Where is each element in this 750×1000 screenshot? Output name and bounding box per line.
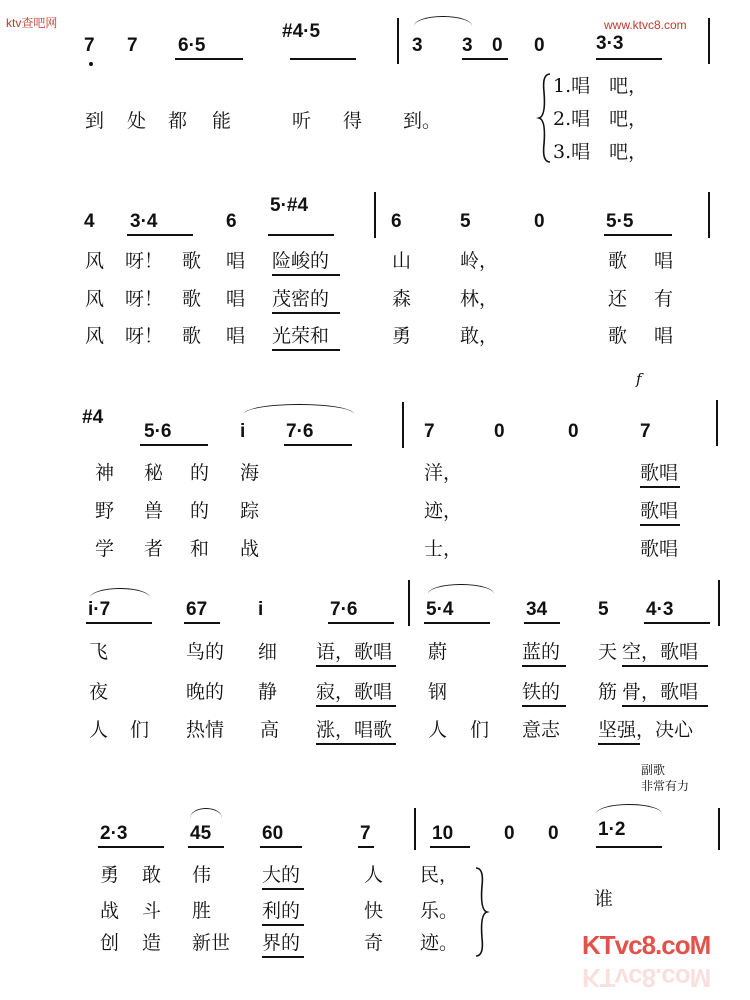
beam (290, 58, 356, 60)
lyric: 风 (85, 288, 105, 310)
note: 4·3 (646, 599, 674, 620)
beam (462, 58, 508, 60)
lyric: 呀！ (125, 288, 164, 310)
lyric: 光荣和 (272, 325, 330, 347)
note: 6 (391, 211, 402, 232)
lyric: 歌 (608, 250, 628, 272)
note: 0 (504, 823, 515, 844)
lyric: 听 (292, 110, 312, 132)
tie (428, 584, 494, 594)
slur-underline (598, 743, 640, 745)
beam (268, 234, 334, 236)
beam (86, 622, 152, 624)
lyric: 晚的 (186, 681, 225, 703)
beam (596, 58, 662, 60)
lyric: 热情 (186, 719, 225, 741)
slur-underline (640, 524, 680, 526)
lyric: 能 (212, 110, 232, 132)
lyric: 人 (428, 719, 448, 741)
lyric: 和 (190, 538, 210, 560)
note: 6·5 (178, 35, 206, 56)
note: 1·2 (598, 819, 626, 840)
lyric: 学 (95, 538, 115, 560)
slur-underline (262, 924, 304, 926)
lyric: 铁的 (522, 681, 561, 703)
lyric: 都 (168, 110, 188, 132)
lyric: 敢， (460, 325, 499, 347)
lyric: 蓝的 (522, 641, 561, 663)
note: 5·5 (606, 211, 634, 232)
slur-underline (622, 705, 708, 707)
beam (328, 622, 394, 624)
lyric: 人 (89, 719, 109, 741)
lyric: 迹， (424, 500, 463, 522)
beam (430, 846, 470, 848)
lyric: 士， (424, 538, 463, 560)
lyric: 歌 (608, 325, 628, 347)
lyric: 到 (85, 110, 105, 132)
lyric: 得 (343, 110, 363, 132)
tie (596, 804, 662, 814)
lyric: 歌 (182, 288, 202, 310)
annotation: 副歌 (641, 763, 666, 777)
note: 5 (460, 211, 471, 232)
annotation: 非常有力 (641, 779, 690, 793)
lyric: 的 (190, 500, 210, 522)
lyric: 静 (258, 681, 278, 703)
note: 7 (84, 35, 95, 56)
lyric: 寂，歌唱 (316, 681, 393, 703)
note: #4·5 (282, 21, 321, 42)
note: 0 (534, 35, 545, 56)
lyric: 歌 (182, 325, 202, 347)
barline (708, 192, 710, 238)
lyric: 歌 (182, 250, 202, 272)
lyric: 洋， (424, 462, 463, 484)
lyric: 勇 (100, 864, 120, 886)
lyric: 风 (85, 250, 105, 272)
lyric: 斗 (142, 900, 162, 922)
barline (374, 192, 376, 238)
beam (596, 846, 662, 848)
note: 3·4 (130, 211, 158, 232)
note: 5·6 (144, 421, 172, 442)
note: 0 (548, 823, 559, 844)
tie (414, 16, 472, 26)
lyric: 林， (460, 288, 499, 310)
slur-underline (316, 743, 396, 745)
lyric: 处 (127, 110, 147, 132)
lyric: 飞 (89, 641, 109, 663)
note: 5 (598, 599, 609, 620)
note: 7 (127, 35, 138, 56)
slur-underline (272, 274, 340, 276)
note: 67 (186, 599, 208, 620)
note: 6 (226, 211, 237, 232)
lyric: 歌唱 (640, 462, 679, 484)
brace-lyric: 2.唱 吧， (553, 108, 648, 130)
note: i (240, 421, 246, 442)
lyric: 森 (392, 288, 412, 310)
tie (90, 588, 150, 598)
barline (716, 400, 718, 446)
note: #4 (82, 407, 104, 428)
lyric: 乐。 (420, 900, 459, 922)
beam (260, 846, 302, 848)
slur-underline (640, 486, 680, 488)
note: i·7 (88, 599, 111, 620)
lyric: 茂密的 (272, 288, 330, 310)
note: 5·4 (426, 599, 454, 620)
beam (140, 444, 208, 446)
note: 4 (84, 211, 95, 232)
note: 34 (526, 599, 548, 620)
lyric: 们 (130, 719, 150, 741)
brace-lyric: 1.唱 吧， (553, 75, 648, 97)
lyric: 唱 (226, 325, 246, 347)
lyric: 有 (654, 288, 674, 310)
lyric: 兽 (144, 500, 164, 522)
watermark-top-left: ktv查吧网 (6, 16, 58, 30)
lyric: 勇 (392, 325, 412, 347)
lyric: 唱 (654, 250, 674, 272)
note: 3 (462, 35, 473, 56)
brace-lyric: 谁 (594, 888, 614, 910)
lyric: 歌唱 (640, 538, 679, 560)
lyric: 战 (100, 900, 120, 922)
lyric: 钢 (428, 681, 448, 703)
beam (184, 622, 220, 624)
note: i (258, 599, 264, 620)
lyric: 山 (392, 250, 412, 272)
beam (524, 622, 560, 624)
lyric: 呀！ (125, 325, 164, 347)
lyric: 唱 (226, 250, 246, 272)
lyric: 迹。 (420, 932, 459, 954)
tie (190, 808, 222, 818)
lyric: 坚强，决心 (598, 719, 694, 741)
lyric: 细 (258, 641, 278, 663)
lyric: 者 (144, 538, 164, 560)
lyric: 风 (85, 325, 105, 347)
beam (98, 846, 164, 848)
slur-underline (522, 705, 566, 707)
dynamic-mark: f (636, 370, 642, 388)
lyric: 野 (95, 500, 115, 522)
beam (127, 234, 193, 236)
slur-underline (622, 665, 708, 667)
lyric: 鸟的 (186, 641, 225, 663)
note: 45 (190, 823, 212, 844)
verse-brace (538, 72, 552, 164)
barline (402, 402, 404, 448)
lyric: 蔚 (428, 641, 448, 663)
lyric: 筋 (598, 681, 618, 703)
lyric: 伟 (192, 864, 212, 886)
lyric: 大的 (262, 864, 301, 886)
lyric: 空，歌唱 (622, 641, 699, 663)
beam (284, 444, 352, 446)
lyric: 夜 (89, 681, 109, 703)
note: 7 (424, 421, 435, 442)
lyric: 到。 (403, 110, 442, 132)
note: 7·6 (286, 421, 314, 442)
lyric: 民， (420, 864, 459, 886)
lyric: 造 (142, 932, 162, 954)
beam (175, 58, 243, 60)
note: 0 (568, 421, 579, 442)
beam (644, 622, 710, 624)
note: 7 (640, 421, 651, 442)
lyric: 奇 (364, 932, 384, 954)
slur-underline (316, 705, 396, 707)
watermark-top-right: www.ktvc8.com (604, 18, 687, 32)
lyric: 唱 (654, 325, 674, 347)
note: 10 (432, 823, 454, 844)
lyric: 意志 (522, 719, 561, 741)
lyric: 人 (364, 864, 384, 886)
barline (718, 808, 720, 850)
lyric: 骨，歌唱 (622, 681, 699, 703)
note: 5·#4 (270, 195, 309, 216)
barline (408, 580, 410, 626)
lyric: 歌唱 (640, 500, 679, 522)
note: 3·3 (596, 33, 624, 54)
slur-underline (316, 665, 396, 667)
lyric: 岭， (460, 250, 499, 272)
lyric: 天 (598, 641, 618, 663)
lyric: 还 (608, 288, 628, 310)
lyric: 海 (240, 462, 260, 484)
lyric: 创 (100, 932, 120, 954)
note: 0 (494, 421, 505, 442)
slur-underline (272, 349, 340, 351)
note: 3 (412, 35, 423, 56)
lyric: 呀！ (125, 250, 164, 272)
note: 60 (262, 823, 284, 844)
note: 0 (492, 35, 503, 56)
beam (188, 846, 224, 848)
lyric: 语，歌唱 (316, 641, 393, 663)
low-octave-dot (89, 62, 93, 66)
lyric: 快 (364, 900, 384, 922)
barline (397, 18, 399, 64)
lyric: 涨，唱歌 (316, 719, 393, 741)
beam (424, 622, 490, 624)
slur-underline (262, 888, 304, 890)
tie (244, 404, 354, 414)
lyric: 新世 (192, 932, 231, 954)
slur-underline (522, 665, 566, 667)
lyric: 的 (190, 462, 210, 484)
lyric: 高 (260, 719, 280, 741)
lyric: 踪 (240, 500, 260, 522)
slur-underline (262, 956, 304, 958)
note: 2·3 (100, 823, 128, 844)
slur-underline (272, 312, 340, 314)
barline (708, 18, 710, 64)
brace-lyric: 3.唱 吧， (553, 141, 648, 163)
lyric: 们 (470, 719, 490, 741)
lyric: 战 (240, 538, 260, 560)
barline (718, 580, 720, 626)
note: 0 (534, 211, 545, 232)
lyric: 神 (95, 462, 115, 484)
beam (604, 234, 672, 236)
site-logo: KTvc8.coM (582, 930, 711, 960)
note: 7 (360, 823, 371, 844)
barline (414, 808, 416, 850)
lyric: 秘 (144, 462, 164, 484)
lyric: 胜 (192, 900, 212, 922)
beam (358, 846, 374, 848)
lyric: 利的 (262, 900, 301, 922)
lyric: 唱 (226, 288, 246, 310)
lyric: 敢 (142, 864, 162, 886)
lyric: 险峻的 (272, 250, 330, 272)
verse-brace (474, 866, 488, 958)
lyric: 界的 (262, 932, 301, 954)
note: 7·6 (330, 599, 358, 620)
site-logo-reflection: KTvc8.coM (582, 963, 711, 993)
